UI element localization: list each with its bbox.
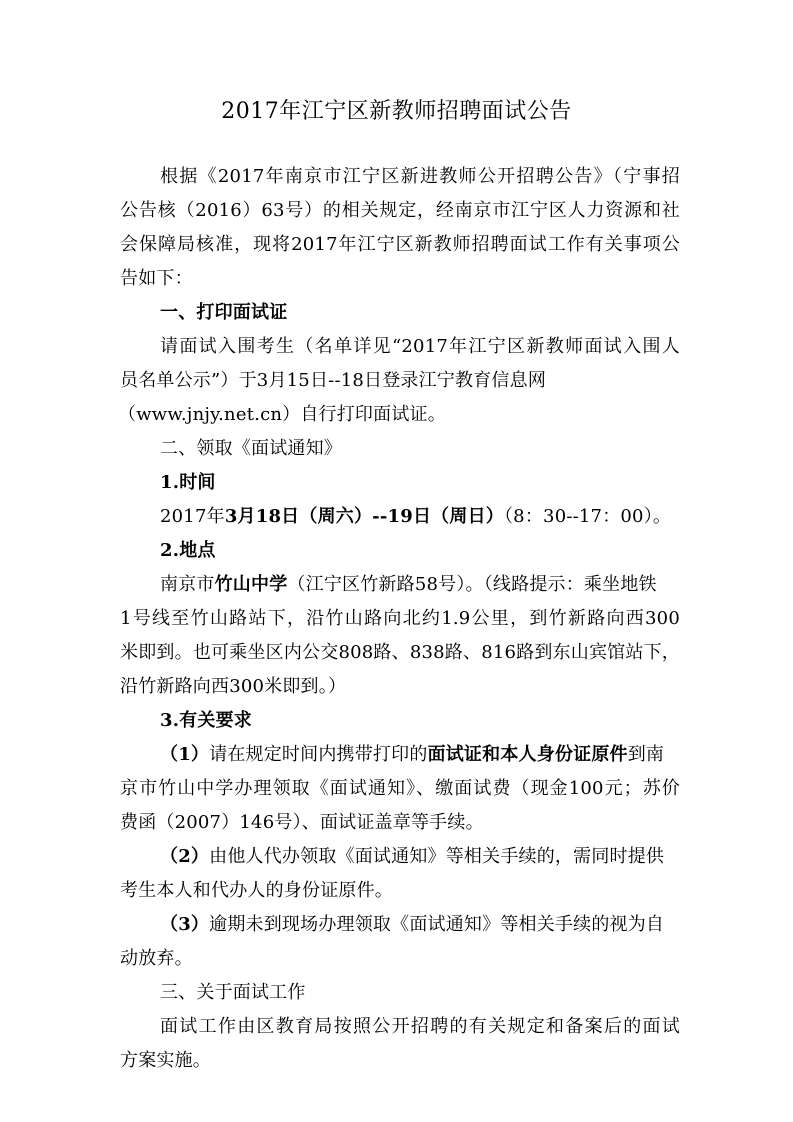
- place-line-2: 1号线至竹山路站下，沿竹山路向北约1.9公里，到竹新路向西300: [120, 608, 680, 629]
- requirement-2-line-1: [160, 845, 720, 869]
- place-school: 竹山中学: [214, 574, 288, 595]
- requirement-3-text: 逾期未到现场办理领取《面试通知》等相关手续的视为自: [209, 914, 665, 935]
- section3-line-2: 方案实施。: [120, 1050, 211, 1071]
- page-title: 2017年江宁区新教师招聘面试公告: [221, 99, 572, 124]
- section1-line-3: （www.jnjy.net.cn）自行打印面试证。: [118, 404, 446, 425]
- time-hours: （8：30--17：00）。: [503, 506, 672, 527]
- intro-line-4: 告如下：: [120, 268, 193, 289]
- time-heading: 1.时间: [160, 472, 216, 493]
- place-line-4: 沿竹新路向西300米即到。）: [120, 676, 347, 697]
- requirement-1-documents: 面试证和本人身份证原件: [427, 744, 628, 765]
- section-heading-print-card: 一、打印面试证: [160, 302, 288, 323]
- requirement-1-line-2: 京市竹山中学办理领取《面试通知》、缴面试费（现金100元；苏价: [120, 778, 680, 799]
- requirement-3-line-2: 动放弃。: [120, 948, 193, 969]
- requirement-2-text: 由他人代办领取《面试通知》等相关手续的，需同时提供: [209, 846, 665, 867]
- requirement-1-text-end: 到南: [627, 744, 665, 765]
- intro-line-1: 根据《2017年南京市江宁区新进教师公开招聘公告》（宁事招: [160, 166, 680, 187]
- section3-line-1: 面试工作由区教育局按照公开招聘的有关规定和备案后的面试: [160, 1016, 680, 1037]
- requirement-2-line-2: 考生本人和代办人的身份证原件。: [120, 880, 393, 901]
- place-heading: 2.地点: [160, 540, 216, 561]
- place-address: （江宁区竹新路58号）。（线路提示：乘坐地铁: [287, 574, 657, 595]
- section1-line-1: 请面试入围考生（名单详见“2017年江宁区新教师面试入围人: [160, 336, 680, 357]
- time-dates: 3月18日（周六）--19日（周日）: [224, 506, 504, 527]
- requirement-2-number: （2）: [160, 846, 210, 867]
- requirement-1-text: 请在规定时间内携带打印的: [209, 744, 428, 765]
- intro-line-2: 公告核（2016）63号）的相关规定，经南京市江宁区人力资源和社: [120, 200, 680, 221]
- place-line-1: [160, 573, 720, 597]
- requirements-heading: 3.有关要求: [160, 710, 252, 731]
- place-city: 南京市: [160, 574, 215, 595]
- requirement-3-line-1: [160, 913, 720, 937]
- place-line-3: 米即到。也可乘坐区内公交808路、838路、816路到东山宾馆站下，: [120, 642, 680, 663]
- time-line: [160, 505, 720, 529]
- section-heading-interview-work: 三、关于面试工作: [160, 982, 306, 1003]
- requirement-1-number: （1）: [160, 744, 210, 765]
- section-heading-collect-notice: 二、领取《面试通知》: [160, 438, 342, 459]
- time-year: 2017年: [160, 506, 225, 527]
- requirement-1-line-3: 费函（2007）146号）、面试证盖章等手续。: [120, 812, 484, 833]
- requirement-3-number: （3）: [160, 914, 210, 935]
- section1-line-2: 员名单公示”）于3月15日--18日登录江宁教育信息网: [120, 370, 547, 391]
- requirement-1-line-1: [160, 743, 720, 767]
- intro-line-3: 会保障局核准，现将2017年江宁区新教师招聘面试工作有关事项公: [120, 234, 680, 255]
